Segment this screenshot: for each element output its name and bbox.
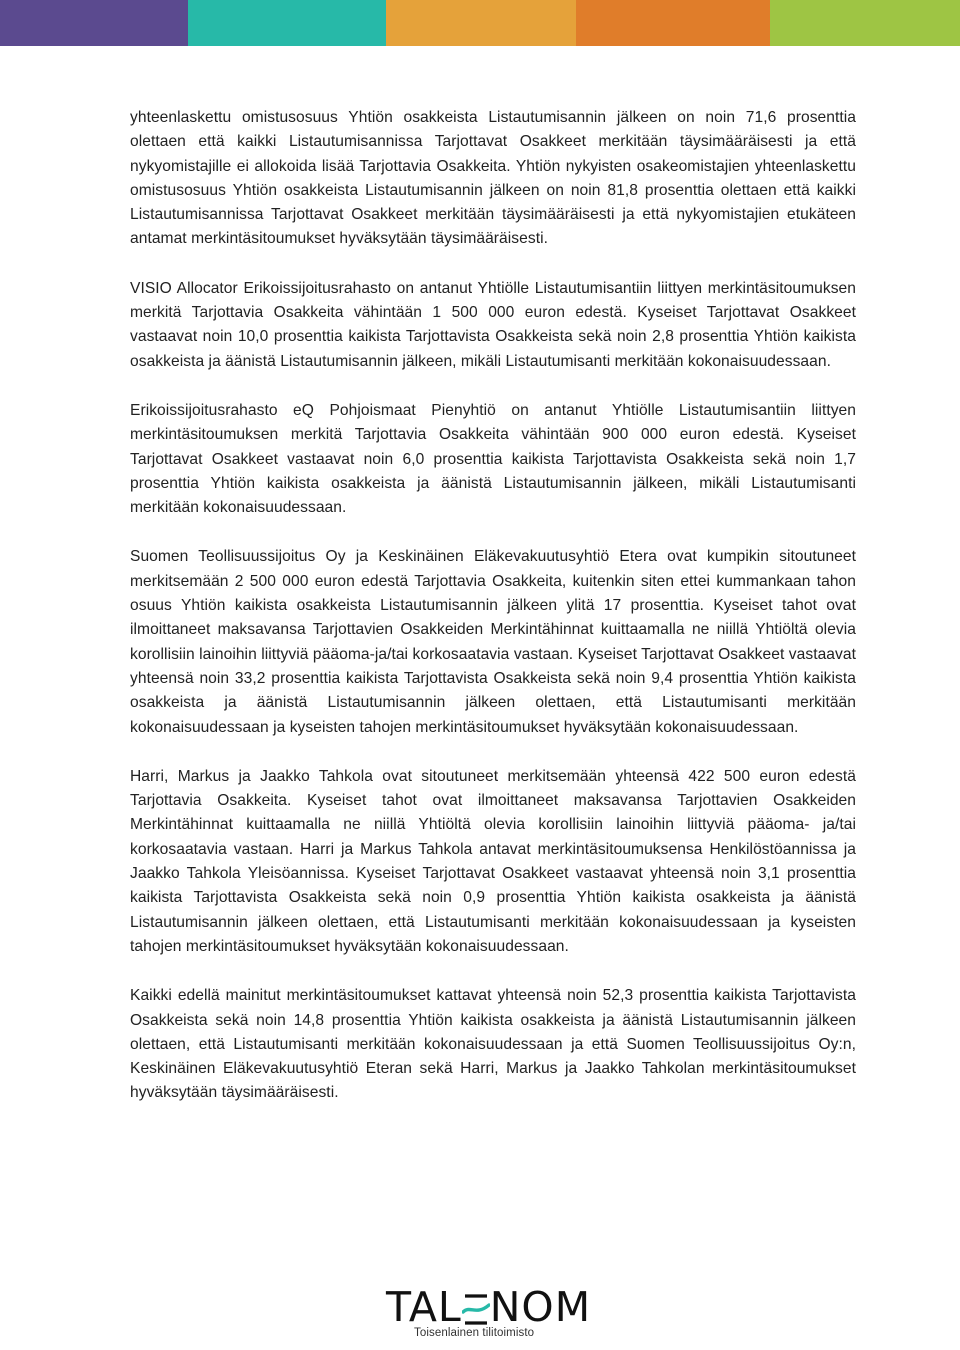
color-bar-segment-teal [188, 0, 386, 46]
talenom-logo [386, 1283, 592, 1339]
paragraph-tahkola: Harri, Markus ja Jaakko Tahkola ovat sitoutuneet merkitsemään yhteensä 422 500 euron edestä Tarjottavia Osakkeita. Kyseiset tahot ovat ilmoittaneet maksavansa Tarjottavien Osakkeiden Merkintähinnat kuittaamalla ne niillä Yhtiöltä olevia korollisiin lainoihin liittyviä pääoma- ja/tai korkosaatavia vastaan. Harri ja Markus Tahkola antavat merkintäsitoumuksensa Henkilöstöannissa ja Jaakko Tahkola Yleisöannissa. Kyseiset Tarjottavat Osakkeet vastaavat yhteensä noin 3,1 prosenttia kaikista Tarjottavista Osakkeista sekä noin 0,9 prosenttia Yhtiön kaikista osakkeista ja äänistä Listautumisannin jälkeen olettaen, että Listautumisanti merkitään kokonaisuudessaan ja kyseisten tahojen merkintäsitoumukset hyväksytään kokonaisuudessaan. [130, 767, 856, 955]
logo-word-left: TAL [386, 1283, 462, 1331]
color-bar-segment-orange [576, 0, 770, 46]
logo-word-right: NOM [489, 1283, 592, 1331]
logo-tagline: Toisenlainen tilitoimisto [414, 1327, 535, 1339]
color-bar-segment-purple [0, 0, 188, 46]
color-bar-segment-yellow [386, 0, 576, 46]
paragraph-teollisuussijoitus-etera: Suomen Teollisuussijoitus Oy ja Keskinäinen Eläkevakuutusyhtiö Etera ovat kumpikin sitoutuneet merkitsemään 2 500 000 euron edestä Tarjottavia Osakkeita, kuitenkin siten ettei kummankaan tahon osuus Yhtiön kaikista osakkeista Listautumisannin jälkeen ylitä 17 prosenttia. Kyseiset tahot ovat ilmoittaneet maksavansa Tarjottavien Osakkeiden Merkintähinnat kuittaamalla ne niillä Yhtiöltä olevia korollisiin lainoihin liittyviä pääoma-ja/tai korkosaatavia vastaan. Kyseiset Tarjottavat Osakkeet vastaavat yhteensä noin 33,2 prosenttia kaikista Tarjottavista Osakkeista sekä noin 9,4 prosenttia Yhtiön kaikista osakkeista ja äänistä Listautumisannin jälkeen olettaen, että Listautumisanti merkitään kokonaisuudessaan ja kyseisten tahojen merkintäsitoumukset hyväksytään kokonaisuudessaan. [130, 548, 856, 736]
paragraph-eq-pohjoismaat: Erikoissijoitusrahasto eQ Pohjoismaat Pienyhtiö on antanut Yhtiölle Listautumisantiin liittyen merkintäsitoumuksen merkitä Tarjottavia Osakkeita vähintään 900 000 euron edestä. Kyseiset Tarjottavat Osakkeet vastaavat noin 6,0 prosenttia kaikista Tarjottavista Osakkeista sekä noin 1,7 prosenttia Yhtiön kaikista osakkeista ja äänistä Listautumisannin jälkeen, mikäli Listautumisanti merkitään kokonaisuudessaan. [130, 401, 856, 517]
document-body [130, 106, 856, 1131]
paragraph-summary: Kaikki edellä mainitut merkintäsitoumukset kattavat yhteensä noin 52,3 prosenttia kaikista Tarjottavista Osakkeista sekä noin 14,8 prosenttia Yhtiön kaikista osakkeista ja äänistä Listautumisannin jälkeen olettaen, että Listautumisanti merkitään kokonaisuudessaan ja että Suomen Teollisuussijoitus Oy:n, Keskinäinen Eläkevakuutusyhtiö Eteran sekä Harri, Markus ja Jaakko Tahkolan merkintäsitoumukset hyväksytään täysimääräisesti. [130, 987, 856, 1102]
color-bar-segment-green [770, 0, 960, 46]
logo-wordmark [386, 1283, 592, 1331]
header-color-bar [0, 0, 960, 46]
paragraph-visio-allocator: VISIO Allocator Erikoissijoitusrahasto on antanut Yhtiölle Listautumisantiin liittyen merkintäsitoumuksen merkitä Tarjottavia Osakkeita vähintään 1 500 000 euron edestä. Kyseiset Tarjottavat Osakkeet vastaavat noin 10,0 prosenttia kaikista Tarjottavista Osakkeista sekä noin 2,8 prosenttia Yhtiön kaikista osakkeista ja äänistä Listautumisannin jälkeen, mikäli Listautumisanti merkitään kokonaisuudessaan. [130, 279, 856, 370]
paragraph-ownership: yhteenlaskettu omistusosuus Yhtiön osakkeista Listautumisannin jälkeen on noin 71,6 prosenttia olettaen että kaikki Listautumisannissa Tarjottavat Osakkeet merkitään täysimääräisesti ja että nykyomistajille ei allokoida lisää Tarjottavia Osakkeita. Yhtiön nykyisten osakeomistajien yhteenlaskettu omistusosuus Yhtiön osakkeista Listautumisannin jälkeen on noin 81,8 prosenttia olettaen että kaikki Listautumisannissa Tarjottavat Osakkeet merkitään täysimääräisesti ja että nykyomistajien etukäteen antamat merkintäsitoumukset hyväksytään täysimääräisesti. [130, 109, 856, 248]
logo-e-mark-icon [462, 1287, 490, 1327]
